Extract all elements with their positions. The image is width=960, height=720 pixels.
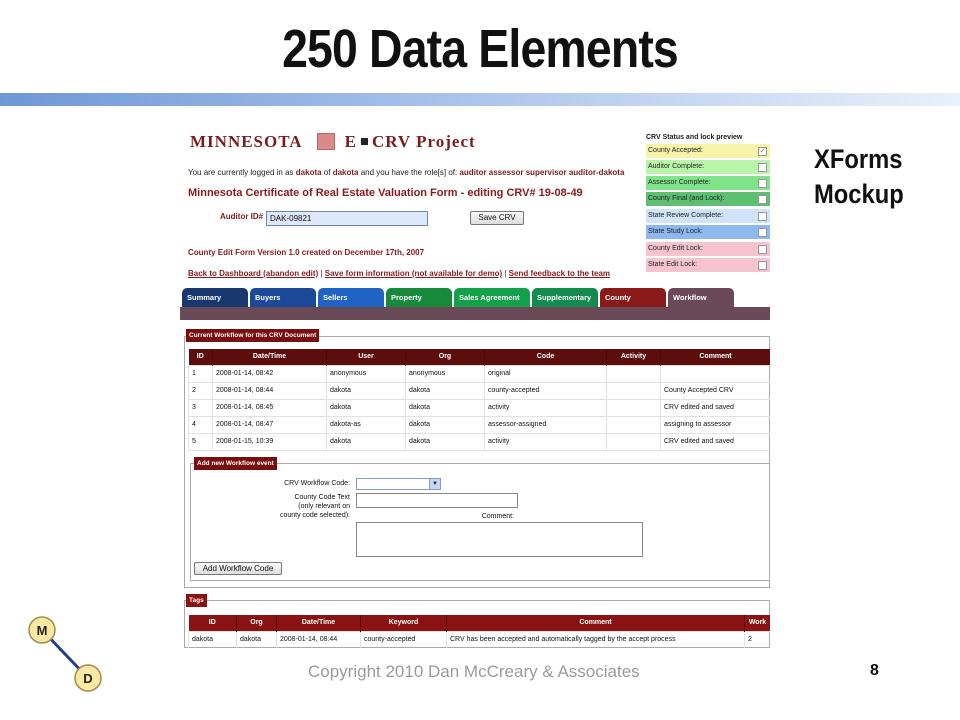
footer-copyright: Copyright 2010 Dan McCreary & Associates <box>308 662 640 681</box>
table-cell: dakota <box>406 399 485 416</box>
table-cell: 2008-01-15, 10:39 <box>213 433 327 450</box>
column-header: Date/Time <box>213 349 327 365</box>
auditor-id-input[interactable] <box>266 211 428 226</box>
table-cell: dakota <box>327 433 406 450</box>
table-cell: 2008-01-14, 08:44 <box>277 631 361 648</box>
table-cell: dakota-as <box>327 416 406 433</box>
tab-property[interactable]: Property <box>386 288 452 308</box>
tab-summary[interactable]: Summary <box>182 288 248 308</box>
tab-supplementary[interactable]: Supplementary <box>532 288 598 308</box>
table-cell <box>607 399 661 416</box>
column-header: User <box>327 349 406 365</box>
column-header: Org <box>406 349 485 365</box>
column-header: ID <box>189 349 213 365</box>
workflow-row <box>189 433 771 450</box>
side-note-line-2: Mockup <box>814 179 904 209</box>
form-tabs <box>182 288 770 308</box>
county-code-label-line-1: County Code Text <box>294 494 350 501</box>
table-cell: 2 <box>745 631 771 648</box>
add-workflow-code-button[interactable]: Add Workflow Code <box>194 562 282 575</box>
county-code-input[interactable] <box>356 493 518 508</box>
side-note-line-1: XForms <box>814 144 903 174</box>
login-prefix: You are currently logged in as <box>188 168 296 177</box>
logo-square-icon <box>317 133 335 150</box>
table-cell <box>607 365 661 382</box>
tags-legend: Tags <box>186 594 207 607</box>
column-header: Code <box>485 349 607 365</box>
auditor-id-label: Auditor ID# <box>220 212 264 221</box>
login-user: dakota <box>295 168 322 177</box>
xforms-screenshot <box>180 124 770 648</box>
status-panel-title: CRV Status and lock preview <box>646 134 743 141</box>
table-cell: County Accepted CRV <box>661 382 771 399</box>
workflow-row <box>189 365 771 382</box>
status-row <box>646 258 770 272</box>
table-cell: 2 <box>189 382 213 399</box>
column-header: Activity <box>607 349 661 365</box>
nav-links <box>188 269 610 278</box>
logo-letter-m: M <box>36 623 48 638</box>
login-info <box>188 168 624 177</box>
table-cell: dakota <box>327 399 406 416</box>
logo-bullet-icon <box>361 138 368 145</box>
table-cell <box>607 416 661 433</box>
status-row-label: County Accepted: <box>648 147 703 154</box>
table-cell: 2008-01-14, 08:42 <box>213 365 327 382</box>
status-row <box>646 225 770 239</box>
table-cell: county-accepted <box>485 382 607 399</box>
table-cell: dakota <box>406 416 485 433</box>
tags-header-row <box>189 615 771 631</box>
column-header: Work <box>745 615 771 631</box>
comment-label: Comment: <box>481 513 514 520</box>
side-note <box>814 142 904 212</box>
workflow-legend: Current Workflow for this CRV Document <box>186 329 319 342</box>
column-header: ID <box>189 615 237 631</box>
tab-sellers[interactable]: Sellers <box>318 288 384 308</box>
column-header: Comment <box>661 349 771 365</box>
title-underline-bar <box>0 93 960 106</box>
back-to-dashboard-link[interactable]: Back to Dashboard (abandon edit) <box>188 269 319 278</box>
table-cell <box>661 365 771 382</box>
status-row-label: State Edit Lock: <box>648 261 698 268</box>
status-row <box>646 242 770 256</box>
table-cell: dakota <box>189 631 237 648</box>
status-row-label: State Study Lock: <box>648 228 703 235</box>
status-row <box>646 192 770 206</box>
status-row <box>646 209 770 223</box>
workflow-row <box>189 399 771 416</box>
login-of: of <box>321 168 333 177</box>
table-cell: original <box>485 365 607 382</box>
tab-workflow[interactable]: Workflow <box>668 288 734 308</box>
status-row <box>646 144 770 158</box>
column-header: Keyword <box>361 615 447 631</box>
link-separator: | <box>502 269 509 278</box>
county-code-label-line-2: (only relevant on <box>298 503 350 510</box>
add-event-legend: Add new Workflow event <box>194 457 277 470</box>
workflow-code-label: CRV Workflow Code: <box>284 480 350 487</box>
table-cell: 3 <box>189 399 213 416</box>
tags-table <box>188 615 770 648</box>
status-row-label: County Edit Lock: <box>648 245 703 252</box>
logo-crv-text: CRV Project <box>371 132 476 151</box>
table-cell: 5 <box>189 433 213 450</box>
table-cell: activity <box>485 399 607 416</box>
status-checkbox[interactable] <box>758 261 767 270</box>
workflow-row <box>189 382 771 399</box>
link-separator: | <box>318 269 325 278</box>
county-code-label <box>240 493 350 520</box>
table-cell <box>607 382 661 399</box>
table-cell: assigning to assessor <box>661 416 771 433</box>
table-cell: anonymous <box>406 365 485 382</box>
table-cell: activity <box>485 433 607 450</box>
mda-logo <box>20 610 110 692</box>
status-checkbox[interactable] <box>758 163 767 172</box>
tab-county[interactable]: County <box>600 288 666 308</box>
status-checkbox[interactable] <box>758 147 767 156</box>
table-cell: county-accepted <box>361 631 447 648</box>
tag-row <box>189 631 771 648</box>
status-checkbox[interactable] <box>758 179 767 188</box>
table-cell: 1 <box>189 365 213 382</box>
project-logo <box>190 132 476 152</box>
status-row-label: State Review Complete: <box>648 212 724 219</box>
tab-sales-agreement[interactable]: Sales Agreement <box>454 288 530 308</box>
table-cell: assessor-assigned <box>485 416 607 433</box>
login-org: dakota <box>332 168 359 177</box>
status-checkbox[interactable] <box>758 212 767 221</box>
logo-minnesota-text: MINNESOTA <box>190 132 303 151</box>
status-row-label: Assessor Complete: <box>648 179 711 186</box>
table-cell: 2008-01-14, 08:47 <box>213 416 327 433</box>
table-cell: 4 <box>189 416 213 433</box>
login-roles: auditor assessor supervisor auditor-dakota <box>459 168 625 177</box>
table-cell <box>607 433 661 450</box>
save-crv-button[interactable]: Save CRV <box>470 211 524 225</box>
status-rows <box>646 144 770 272</box>
column-header: Date/Time <box>277 615 361 631</box>
save-form-info-link[interactable]: Save form information (not available for demo) <box>324 269 503 278</box>
table-cell: CRV edited and saved <box>661 433 771 450</box>
table-cell: dakota <box>327 382 406 399</box>
check-icon: ✓ <box>759 148 766 155</box>
status-row-label: County Final (and Lock): <box>648 195 725 202</box>
login-roles-prefix: and you have the role[s] of: <box>358 168 460 177</box>
workflow-header-row <box>189 349 771 365</box>
table-cell: anonymous <box>327 365 406 382</box>
column-header: Comment <box>447 615 745 631</box>
status-checkbox[interactable] <box>758 245 767 254</box>
send-feedback-link[interactable]: Send feedback to the team <box>508 269 611 278</box>
workflow-code-select[interactable] <box>356 478 441 490</box>
table-cell: dakota <box>406 382 485 399</box>
county-code-label-line-3: county code selected): <box>279 512 350 519</box>
table-cell: dakota <box>237 631 277 648</box>
logo-e-text: E <box>344 132 357 151</box>
status-checkbox[interactable] <box>758 228 767 237</box>
comment-textarea[interactable] <box>356 522 643 557</box>
page-number: 8 <box>870 662 879 679</box>
status-checkbox[interactable] <box>758 195 767 204</box>
table-cell: CRV edited and saved <box>661 399 771 416</box>
active-tab-strip <box>180 307 770 320</box>
table-cell: 2008-01-14, 08:45 <box>213 399 327 416</box>
table-cell: CRV has been accepted and automatically tagged by the accept process <box>447 631 745 648</box>
workflow-table <box>188 349 770 451</box>
logo-letter-d: D <box>83 671 93 686</box>
slide-title: 250 Data Elements <box>282 19 678 79</box>
workflow-row <box>189 416 771 433</box>
status-row <box>646 176 770 190</box>
crv-status-panel <box>646 134 770 274</box>
table-cell: 2008-01-14, 08:44 <box>213 382 327 399</box>
form-title: Minnesota Certificate of Real Estate Valuation Form - editing CRV# 19-08-49 <box>188 187 583 199</box>
column-header: Org <box>237 615 277 631</box>
table-cell: dakota <box>406 433 485 450</box>
status-row <box>646 160 770 174</box>
tab-buyers[interactable]: Buyers <box>250 288 316 308</box>
status-row-label: Auditor Complete: <box>648 163 705 170</box>
form-version-text: County Edit Form Version 1.0 created on December 17th, 2007 <box>188 248 425 257</box>
chevron-down-icon[interactable]: ▼ <box>429 479 440 489</box>
